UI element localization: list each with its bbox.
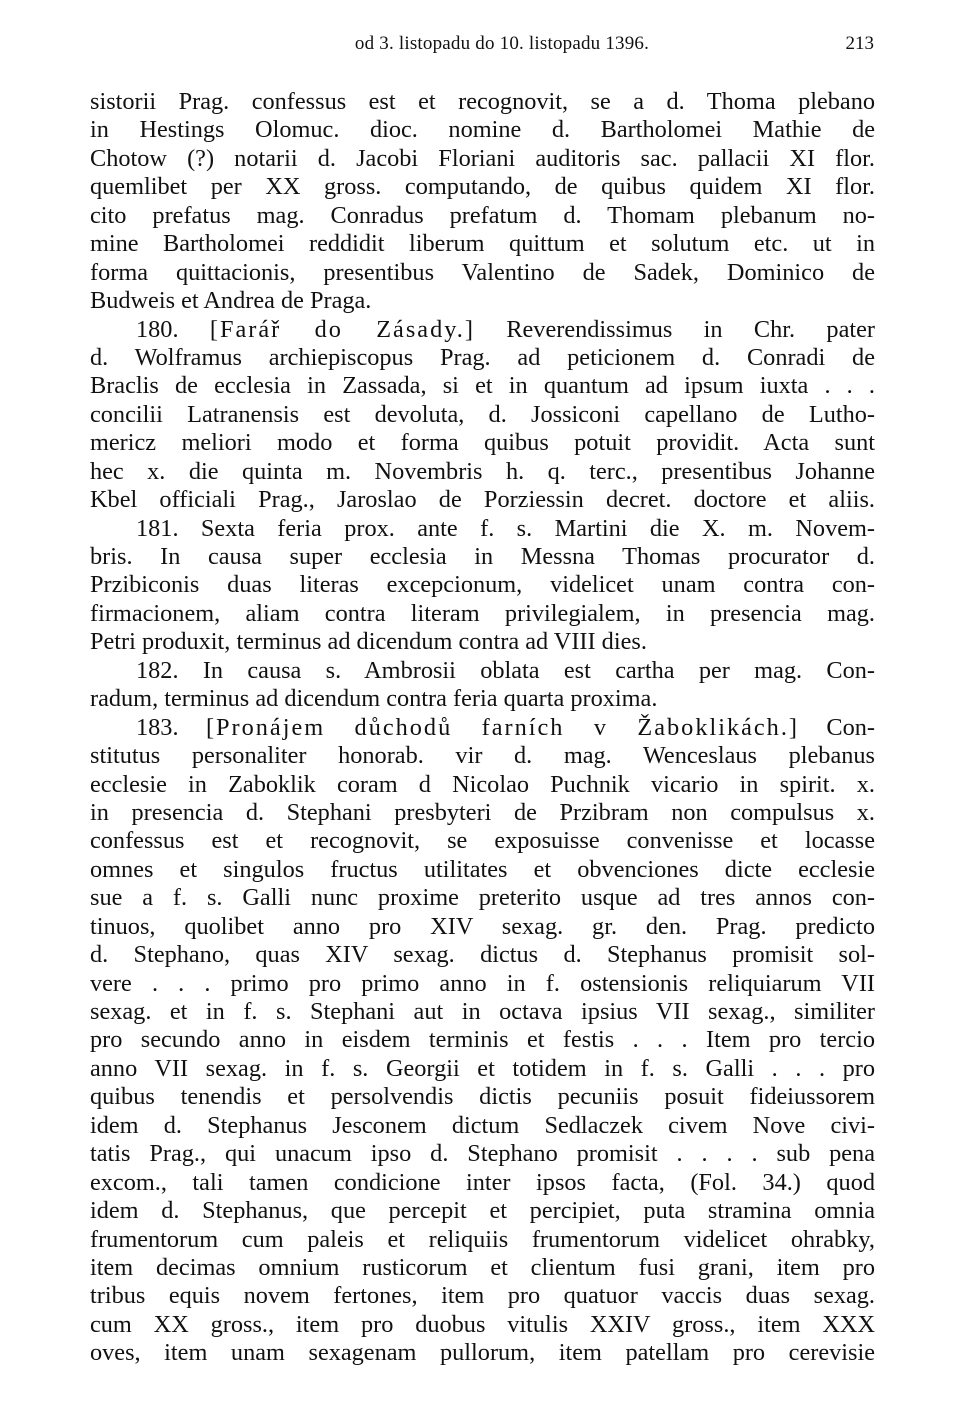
text-line: [90, 543, 875, 571]
entry-heading: [Pronájem důchodů farních v Žaboklikách.]: [205, 713, 800, 741]
line-text: Petri produxit, terminus ad dicendum contra ad VIII dies.: [90, 628, 647, 656]
line-text: bris. In causa super ecclesia in Messna Thomas procurator d.: [90, 543, 875, 570]
text-line: [90, 1140, 875, 1168]
text-line: [90, 230, 875, 258]
line-text: sistorii Prag. confessus est et recognovit, se a d. Thoma plebano: [90, 88, 875, 115]
line-text: excom., tali tamen condicione inter ipsos facta, (Fol. 34.) quod: [90, 1168, 875, 1196]
line-text: cito prefatus mag. Conradus prefatum d. Thomam plebanum no-: [90, 201, 875, 229]
text-line: [90, 742, 875, 770]
text-line: [90, 571, 875, 599]
text-line: [90, 998, 875, 1026]
running-title: od 3. listopadu do 10. listopadu 1396.: [354, 33, 650, 54]
text-line: [90, 685, 875, 713]
text-line: [90, 913, 875, 941]
line-text: oves, item unam sexagenam pullorum, item patellam pro cerevisie: [90, 1339, 875, 1367]
text-line: [90, 628, 875, 656]
text-line: [90, 1055, 875, 1083]
text-line: [90, 401, 875, 429]
line-text: stitutus personaliter honorab. vir d. mag. Wenceslaus plebanus: [90, 742, 875, 770]
line-text: firmacionem, aliam contra literam privilegialem, in presencia mag.: [90, 599, 875, 627]
page-number: 213: [845, 33, 874, 54]
text-line: [90, 1112, 875, 1140]
text-line: [90, 344, 875, 372]
line-text: Con-: [799, 713, 876, 741]
line-text: concilii Latranensis est devoluta, d. Jossiconi capellano de Lutho-: [90, 400, 875, 428]
text-line: [90, 884, 875, 912]
line-text: idem d. Stephanus Jesconem dictum Sedlaczek civem Nove civi-: [90, 1111, 875, 1139]
line-text: Kbel officiali Prag., Jaroslao de Porziessin decret. doctore et aliis.: [90, 486, 875, 514]
line-text: item decimas omnium rusticorum et clientum fusi grani, item pro: [90, 1253, 875, 1281]
line-text: in Hestings Olomuc. dioc. nomine d. Bartholomei Mathie de: [90, 116, 875, 144]
line-text: 181. Sexta feria prox. ante f. s. Martini die X. m. Novem-: [136, 514, 875, 542]
text-line: [90, 1282, 875, 1310]
line-text: forma quittacionis, presentibus Valentino de Sadek, Dominico de: [90, 258, 875, 286]
line-text: Braclis de ecclesia in Zassada, si et in quantum ad ipsum iuxta . . .: [90, 372, 875, 400]
line-text: quemlibet per XX gross. computando, de quibus quidem XI flor.: [90, 173, 875, 201]
text-line: [90, 1026, 875, 1054]
line-text: sue a f. s. Galli nunc proxime preterito usque ad tres annos con-: [90, 884, 875, 912]
body-text: [90, 88, 875, 1368]
line-text: tinuos, quolibet anno pro XIV sexag. gr. den. Prag. predicto: [90, 912, 875, 940]
text-line: [90, 714, 875, 742]
entry-heading: [Farář do Zásady.]: [209, 315, 475, 343]
text-line: [90, 316, 875, 344]
line-text: radum, terminus ad dicendum contra feria quarta proxima.: [90, 685, 658, 713]
text-line: [90, 970, 875, 998]
line-text: d. Wolframus archiepiscopus Prag. ad peticionem d. Conradi de: [90, 343, 875, 371]
line-text: Reverendissimus in Chr. pater: [474, 315, 875, 343]
line-text: tribus equis novem fertones, item pro quatuor vaccis duas sexag.: [90, 1282, 875, 1310]
line-text: pro secundo anno in eisdem terminis et festis . . . Item pro tercio: [90, 1026, 875, 1054]
line-text: d. Stephano, quas XIV sexag. dictus d. Stephanus promisit sol-: [90, 941, 875, 969]
text-line: [90, 372, 875, 400]
entry-number: 180.: [136, 315, 210, 343]
line-text: Budweis et Andrea de Praga.: [90, 287, 372, 315]
text-line: [90, 287, 875, 315]
text-line: [90, 1169, 875, 1197]
line-text: frumentorum cum paleis et reliquiis frumentorum videlicet ohrabky,: [90, 1225, 875, 1253]
text-line: [90, 202, 875, 230]
text-line: [90, 799, 875, 827]
text-line: [90, 1339, 875, 1367]
line-text: mericz meliori modo et forma quibus potuit providit. Acta sunt: [90, 429, 875, 457]
text-line: [90, 259, 875, 287]
line-text: hec x. die quinta m. Novembris h. q. terc., presentibus Johanne: [90, 457, 875, 485]
text-line: [90, 145, 875, 173]
text-line: [90, 116, 875, 144]
text-line: [90, 941, 875, 969]
line-text: confessus est et recognovit, se exposuisse convenisse et locasse: [90, 827, 875, 855]
entry-number: 183.: [136, 713, 206, 741]
text-line: [90, 429, 875, 457]
text-line: [90, 771, 875, 799]
text-line: [90, 173, 875, 201]
line-text: idem d. Stephanus, que percepit et percipiet, puta stramina omnia: [90, 1197, 875, 1225]
text-line: [90, 515, 875, 543]
line-text: omnes et singulos fructus utilitates et obvenciones dicte ecclesie: [90, 855, 875, 883]
line-text: cum XX gross., item pro duobus vitulis XXIV gross., item XXX: [90, 1310, 875, 1338]
text-line: [90, 856, 875, 884]
line-text: quibus tenendis et persolvendis dictis pecuniis posuit fideiussorem: [90, 1083, 875, 1111]
line-text: anno VII sexag. in f. s. Georgii et totidem in f. s. Galli . . . pro: [90, 1054, 875, 1082]
line-text: vere . . . primo pro primo anno in f. ostensionis reliquiarum VII: [90, 969, 875, 997]
line-text: ecclesie in Zaboklik coram d Nicolao Puchnik vicario in spirit. x.: [90, 770, 875, 798]
text-line: [90, 827, 875, 855]
line-text: mine Bartholomei reddidit liberum quittum et solutum etc. ut in: [90, 230, 875, 258]
running-header: [90, 30, 874, 58]
line-text: Chotow (?) notarii d. Jacobi Floriani auditoris sac. pallacii XI flor.: [90, 144, 875, 172]
text-line: [90, 1226, 875, 1254]
text-line: [90, 88, 875, 116]
text-line: [90, 657, 875, 685]
text-line: [90, 1254, 875, 1282]
text-line: [90, 1197, 875, 1225]
line-text: 182. In causa s. Ambrosii oblata est cartha per mag. Con-: [136, 656, 875, 684]
text-line: [90, 458, 875, 486]
line-text: in presencia d. Stephani presbyteri de Przibram non compulsus x.: [90, 798, 875, 826]
text-line: [90, 1083, 875, 1111]
line-text: tatis Prag., qui unacum ipso d. Stephano promisit . . . . sub pena: [90, 1140, 875, 1168]
text-line: [90, 486, 875, 514]
text-line: [90, 600, 875, 628]
text-line: [90, 1311, 875, 1339]
line-text: sexag. et in f. s. Stephani aut in octava ipsius VII sexag., similiter: [90, 998, 875, 1025]
line-text: Przibiconis duas literas excepcionum, videlicet unam contra con-: [90, 571, 875, 599]
